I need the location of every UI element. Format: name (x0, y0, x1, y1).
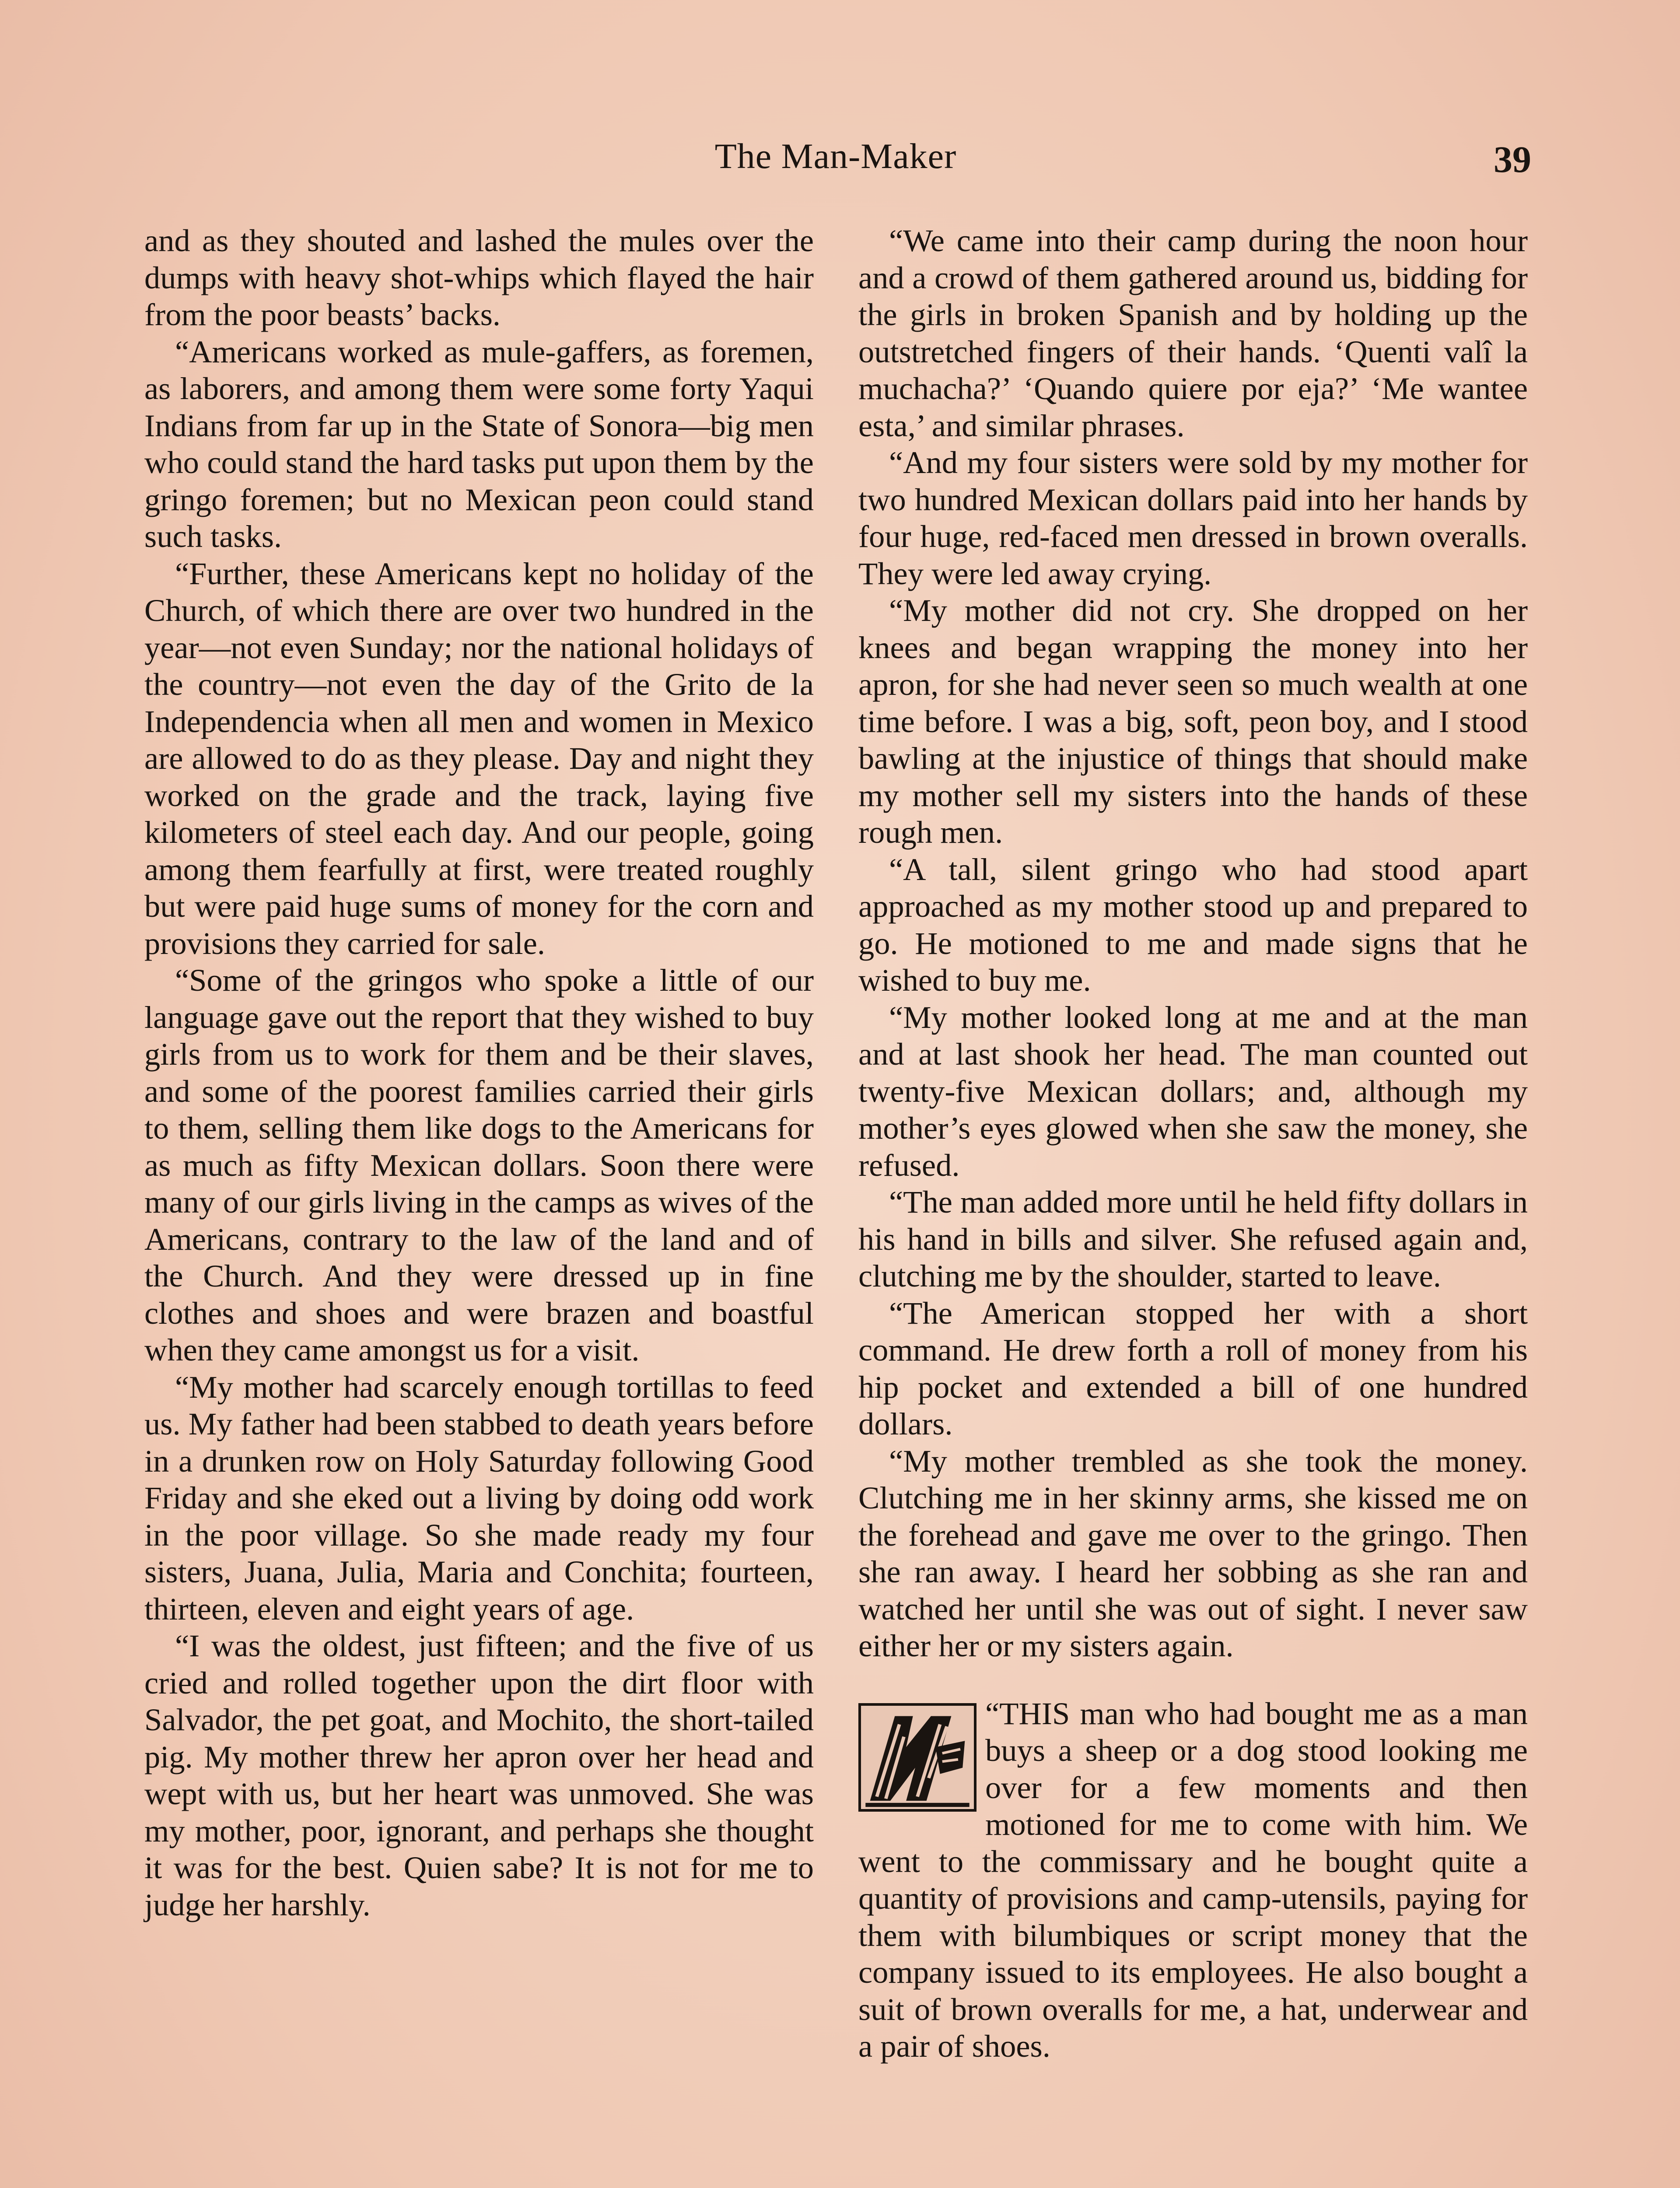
left-column (144, 222, 814, 1923)
right-column (858, 222, 1528, 2065)
page-number: 39 (1494, 138, 1531, 180)
running-title: The Man-Maker (714, 136, 957, 176)
paragraph: “A tall, silent gringo who had stood apart approached as my mother stood up and prepared to go. He motioned to me and made signs that he wished to buy me. (858, 851, 1528, 998)
paragraph: “And my four sisters were sold by my mother for two hundred Mexican dollars paid into her hands by four huge, red-faced men dressed in brown overalls. They were led away crying. (858, 445, 1528, 591)
paragraph: “We came into their camp during the noon hour and a crowd of them gathered around us, bidding for the girls in broken Spanish and by holding up the outstretched fingers of their hands. ‘Quenti valî la muchacha?’ ‘Quando quiere por eja?’ ‘Me wantee esta,’ and similar phrases. (858, 223, 1528, 443)
paragraph: “The American stopped her with a short command. He drew forth a roll of money from his hip pocket and extended a bill of one hundred dollars. (858, 1295, 1528, 1441)
paragraph: “My mother had scarcely enough tortillas to feed us. My father had been stabbed to death years before in a drunken row on Holy Saturday following Good Friday and she eked out a living by doing odd work in the poor village. So she made ready my four sisters, Juana, Julia, Maria and Conchita; fourteen, thirteen, eleven and eight years of age. (144, 1369, 814, 1627)
page-header (140, 127, 1531, 197)
paragraph: “My mother looked long at me and at the man and at last shook her head. The man counted out twenty-five Mexican dollars; and, although my mother’s eyes glowed when she saw the money, she refused. (858, 999, 1528, 1183)
paragraph: “Americans worked as mule-gaffers, as foremen, as laborers, and among them were some forty Yaqui Indians from far up in the State of Sonora—big men who could stand the hard tasks put upon them by the gringo foremen; but no Mexican peon could stand such tasks. (144, 333, 814, 554)
paragraph: “The man added more until he held fifty dollars in his hand in bills and silver. She refused again and, clutching me by the shoulder, started to leave. (858, 1184, 1528, 1294)
paragraph: and as they shouted and lashed the mules over the dumps with heavy shot-whips which flayed the hair from the poor beasts’ backs. (144, 223, 814, 332)
dropcap-paragraph: “THIS man who had bought me as a man buys a sheep or a dog stood looking me over for a few moments and then motioned for me to come with him. We went to the commissary and he bought quite a quantity of provisions and camp-utensils, paying for them with bilumbiques or script money that the company issued to its employees. He also bought a suit of brown overalls for me, a hat, underwear and a pair of shoes. (858, 1695, 1528, 2064)
paragraph: “My mother did not cry. She dropped on her knees and began wrapping the money into her apron, for she had never seen so much wealth at one time before. I was a big, soft, peon boy, and I stood bawling at the injustice of things that should make my mother sell my sisters into the hands of these rough men. (858, 593, 1528, 850)
paragraph: “I was the oldest, just fifteen; and the five of us cried and rolled together upon the dirt floor with Salvador, the pet goat, and Mochito, the short-tailed pig. My mother threw her apron over her head and wept with us, but her heart was unmoved. She was my mother, poor, ignorant, and perhaps she thought it was for the best. Quien sabe? It is not for me to judge her harshly. (144, 1628, 814, 1922)
paragraph: “My mother trembled as she took the money. Clutching me in her skinny arms, she kissed me on the forehead and gave me over to the gringo. Then she ran away. I heard her sobbing as she ran and watched her until she was out of sight. I never saw either her or my sisters again. (858, 1443, 1528, 1663)
paragraph: “Further, these Americans kept no holiday of the Church, of which there are over two hundred in the year—not even Sunday; nor the national holidays of the country—not even the day of the Grito de la Independencia when all men and women in Mexico are allowed to do as they please. Day and night they worked on the grade and the track, laying five kilometers of steel each day. And our people, going among them fearfully at first, were treated roughly but were paid huge sums of money for the corn and provisions they carried for sale. (144, 555, 814, 961)
dropcap-illustration-icon (858, 1703, 976, 1812)
paragraph: “Some of the gringos who spoke a little of our language gave out the report that they wished to buy girls from us to work for them and be their slaves, and some of the poorest families carried their girls to them, selling them like dogs to the Americans for as much as fifty Mexican dollars. Soon there were many of our girls living in the camps as wives of the Americans, contrary to the law of the land and of the Church. And they were dressed up in fine clothes and shoes and were brazen and boastful when they came amongst us for a visit. (144, 962, 814, 1368)
